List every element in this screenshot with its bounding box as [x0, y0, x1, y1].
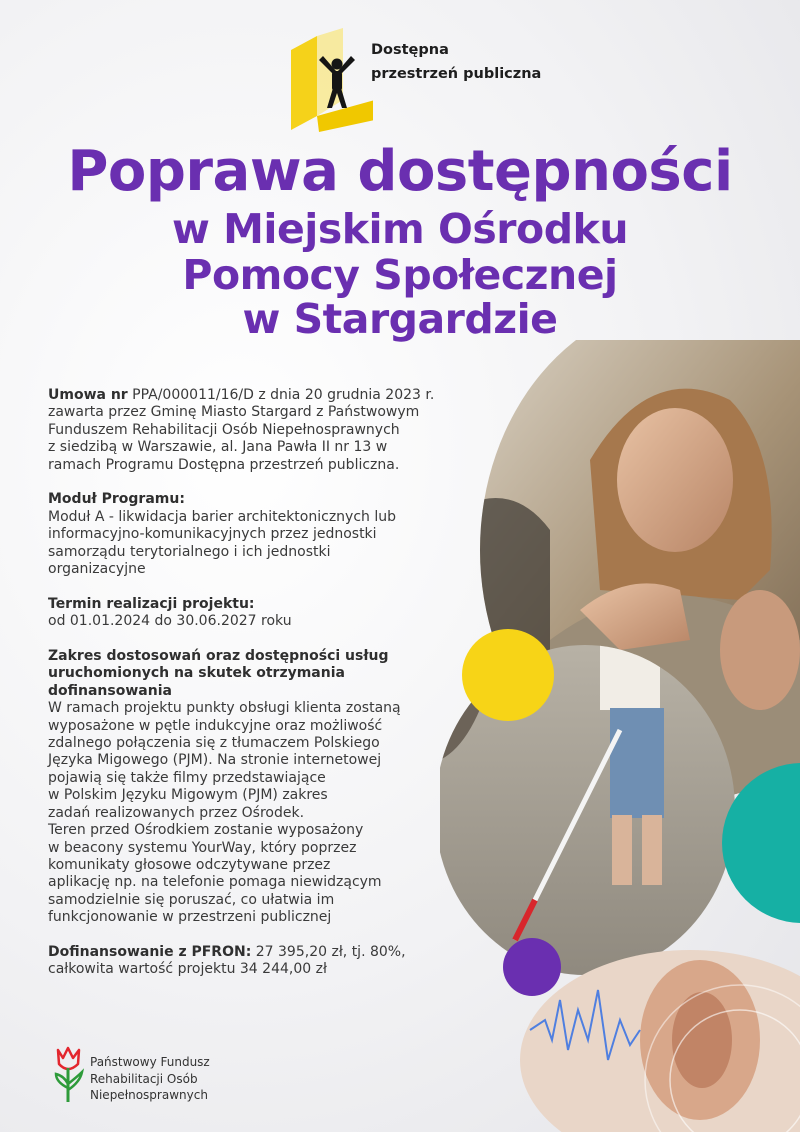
- module-heading: Moduł Programu:: [48, 491, 185, 508]
- subtitle-line2: Pomocy Społecznej: [182, 251, 618, 299]
- pfron-name-line3: Niepełnosprawnych: [90, 1088, 208, 1102]
- scope-text: Teren przed Ośrodkiem zostanie wyposażony: [48, 822, 364, 839]
- contract-paragraph: [48, 387, 478, 474]
- scope-heading: dofinansowania: [48, 682, 172, 699]
- term-paragraph: [48, 596, 478, 631]
- module-text: organizacyjne: [48, 561, 146, 578]
- contract-text: ramach Programu Dostępna przestrzeń publiczna.: [48, 456, 400, 473]
- subtitle-line1: w Miejskim Ośrodku: [171, 205, 629, 253]
- module-text: Moduł A - likwidacja barier architektonicznych lub: [48, 508, 396, 525]
- scope-text: zdalnego połączenia się z tłumaczem Polskiego: [48, 735, 380, 752]
- term-heading: Termin realizacji projektu:: [48, 595, 255, 612]
- contract-text: Funduszem Rehabilitacji Osób Niepełnosprawnych: [48, 421, 400, 438]
- scope-heading: uruchomionych na skutek otrzymania: [48, 665, 345, 682]
- scope-text: samodzielnie się poruszać, co ułatwia im: [48, 891, 335, 908]
- module-paragraph: [48, 491, 478, 578]
- tulip-icon: [52, 1044, 86, 1106]
- scope-text: aplikację np. na telefonie pomaga niewidzącym: [48, 874, 382, 891]
- scope-text: zadań realizowanych przez Ośrodek.: [48, 804, 305, 821]
- photo-collage: [440, 340, 800, 1132]
- program-name-line2: przestrzeń publiczna: [371, 66, 542, 82]
- scope-text: komunikaty głosowe odczytywane przez: [48, 856, 331, 873]
- contract-text: PPA/000011/16/D z dnia 20 grudnia 2023 r.: [127, 387, 435, 403]
- module-text: samorządu terytorialnego i ich jednostki: [48, 543, 331, 560]
- program-name-line1: Dostępna: [371, 42, 449, 58]
- scope-text: w Polskim Języku Migowym (PJM) zakres: [48, 787, 328, 804]
- subtitle-line3: w Stargardzie: [242, 295, 558, 343]
- pfron-logo: [52, 1044, 292, 1106]
- funding-label: Dofinansowanie z PFRON:: [48, 943, 252, 960]
- module-text: informacyjno-komunikacyjnych przez jednostki: [48, 526, 377, 543]
- contract-label: Umowa nr: [48, 387, 128, 403]
- main-title: Poprawa dostępności: [67, 139, 733, 204]
- contract-text: z siedzibą w Warszawie, al. Jana Pawła II nr 13 w: [48, 439, 388, 456]
- scope-paragraph: [48, 648, 478, 927]
- scope-text: Języka Migowego (PJM). Na stronie internetowej: [48, 752, 382, 769]
- funding-amount: 27 395,20 zł, tj. 80%,: [251, 943, 406, 960]
- funding-total: całkowita wartość projektu 34 244,00 zł: [48, 961, 327, 978]
- funding-paragraph: [48, 944, 478, 979]
- program-logo: [283, 28, 563, 138]
- scope-text: wyposażone w pętle indukcyjne oraz możliwość: [48, 717, 383, 734]
- scope-heading: Zakres dostosowań oraz dostępności usług: [48, 648, 389, 665]
- content-column: [48, 387, 478, 996]
- pfron-name-line2: Rehabilitacji Osób: [90, 1071, 198, 1086]
- scope-text: w beacony systemu YourWay, który poprzez: [48, 839, 357, 856]
- term-text: od 01.01.2024 do 30.06.2027 roku: [48, 613, 292, 630]
- scope-text: pojawią się także filmy przedstawiające: [48, 769, 326, 786]
- contract-text: zawarta przez Gminę Miasto Stargard z Państwowym: [48, 404, 420, 421]
- pfron-name-line1: Państwowy Fundusz: [90, 1055, 210, 1069]
- purple-circle: [503, 938, 561, 996]
- person-cube-icon: [283, 28, 373, 138]
- scope-text: funkcjonowanie w przestrzeni publicznej: [48, 909, 332, 926]
- scope-text: W ramach projektu punkty obsługi klienta zostaną: [48, 700, 401, 717]
